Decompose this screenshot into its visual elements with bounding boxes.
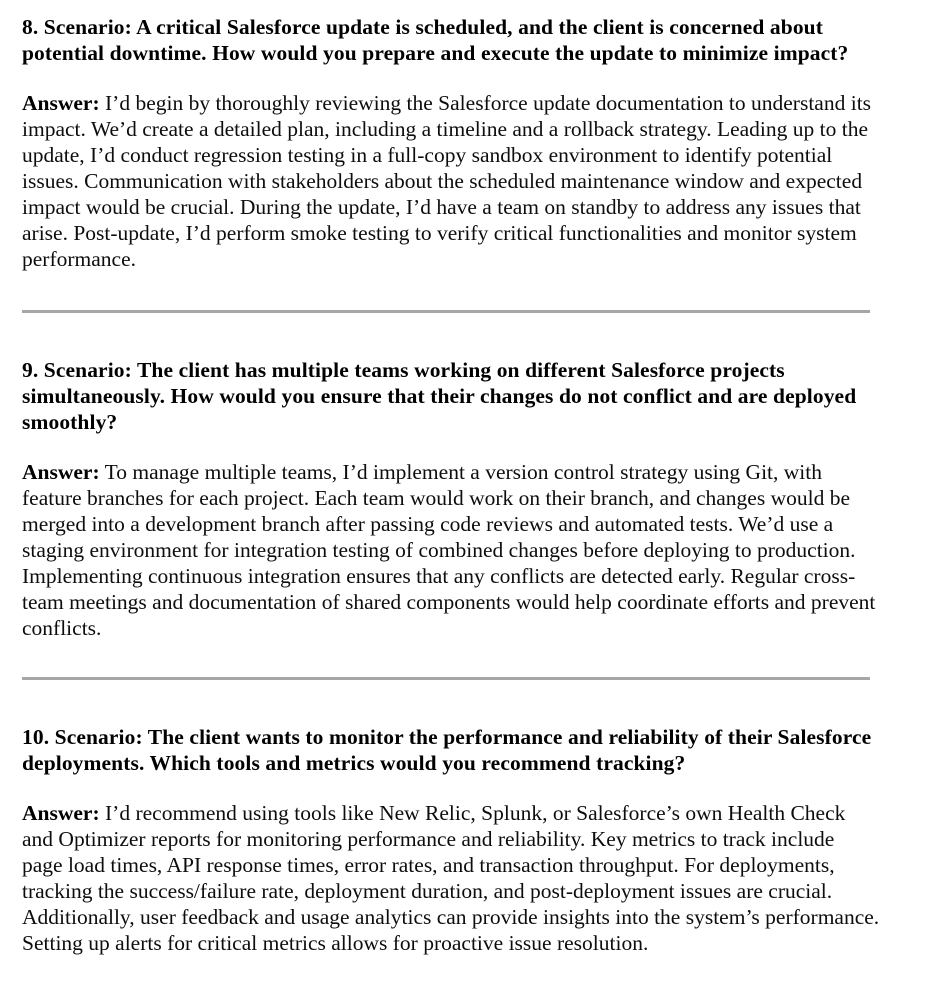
answer-label-10: Answer: <box>22 801 100 825</box>
heading-answer-spacer <box>22 66 880 90</box>
question-heading-10: 10. Scenario: The client wants to monitor the performance and reliability of their Salesforce deployments. Which tools and metrics would you recommend tracking? <box>22 725 872 775</box>
qa-section-10 <box>22 724 880 966</box>
section-divider-2 <box>22 677 870 680</box>
answer-body-9: To manage multiple teams, I’d implement a version control strategy using Git, with feature branches for each project. Each team would work on their branch, and changes would be merged into a development branch after passing code reviews and automated tests. We’d use a staging environment for integration testing of combined changes before deploying to production. Implementing continuous integration ensures that any conflicts are detected early. Regular cross-team meetings and documentation of shared components would help coordinate efforts and prevent conflicts. <box>22 460 876 640</box>
answer-body-8: I’d begin by thoroughly reviewing the Salesforce update documentation to understand its impact. We’d create a detailed plan, including a timeline and a rollback strategy. Leading up to the update, I’d conduct regression testing in a full-copy sandbox environment to identify potential issues. Communication with stakeholders about the scheduled maintenance window and expected impact would be crucial. During the update, I’d have a team on standby to address any issues that arise. Post-update, I’d perform smoke testing to verify critical functionalities and monitor system performance. <box>22 91 872 271</box>
answer-label-8: Answer: <box>22 91 100 115</box>
section-divider-1 <box>22 310 870 313</box>
answer-label-9: Answer: <box>22 460 100 484</box>
answer-body-10: I’d recommend using tools like New Relic, Splunk, or Salesforce’s own Health Check and Optimizer reports for monitoring performance and reliability. Key metrics to track include page load times, API response times, error rates, and transaction throughput. For deployments, tracking the success/failure rate, deployment duration, and post-deployment issues are crucial. Additionally, user feedback and usage analytics can provide insights into the system’s performance. Setting up alerts for critical metrics allows for proactive issue resolution. <box>22 801 880 955</box>
qa-section-9 <box>22 357 880 641</box>
question-heading-9: 9. Scenario: The client has multiple teams working on different Salesforce projects simultaneously. How would you ensure that their changes do not conflict and are deployed smoothly? <box>22 358 857 434</box>
answer-paragraph-8 <box>22 90 880 272</box>
divider-container-2 <box>22 641 880 724</box>
heading-answer-spacer <box>22 435 880 459</box>
question-heading-8: 8. Scenario: A critical Salesforce update is scheduled, and the client is concerned about potential downtime. How would you prepare and execute the update to minimize impact? <box>22 15 849 65</box>
qa-section-8 <box>22 8 880 272</box>
answer-paragraph-10 <box>22 800 880 956</box>
answer-paragraph-9 <box>22 459 880 641</box>
divider-container-1 <box>22 272 880 357</box>
heading-answer-spacer <box>22 776 880 800</box>
